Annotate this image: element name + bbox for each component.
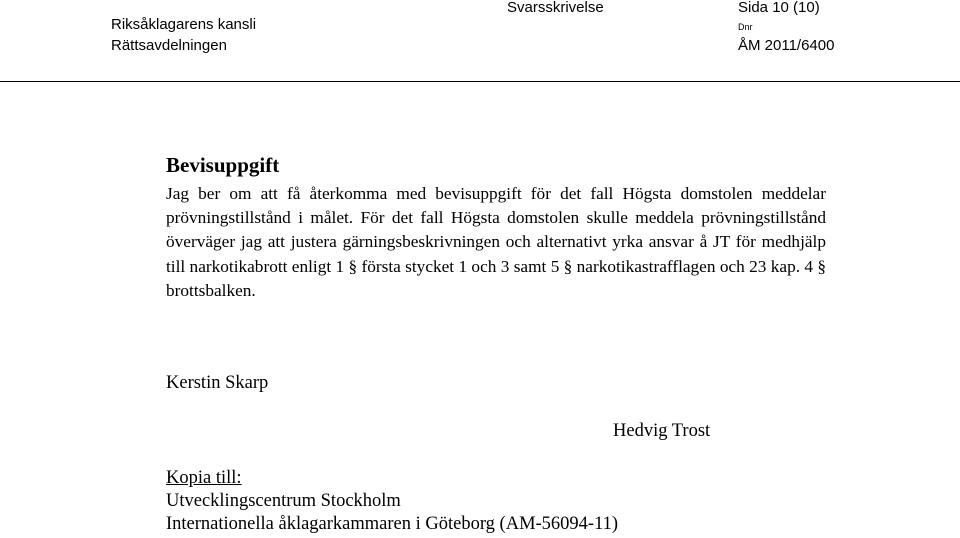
dnr-value: ÅM 2011/6400	[738, 37, 835, 54]
department-name: Rättsavdelningen	[111, 37, 227, 54]
copy-recipient: Utvecklingscentrum Stockholm	[166, 491, 401, 511]
section-heading: Bevisuppgift	[166, 153, 280, 177]
copy-label: Kopia till:	[166, 468, 242, 488]
section-paragraph: Jag ber om att få återkomma med bevisuppgift för det fall Högsta domstolen meddelar prövningstillstånd i målet. För det fall Högsta domstolen skulle meddela prövningstillstånd överväger jag att justera gärningsbeskrivningen och alternativt yrka ansvar å JT för medhjälp till narkotikabrott enligt 1 § första stycket 1 och 3 samt 5 § narkotikastrafflagen och 23 kap. 4 § brottsbalken.	[166, 184, 826, 300]
document-type: Svarsskrivelse	[507, 0, 604, 16]
page-number: Sida 10 (10)	[738, 0, 820, 16]
org-name: Riksåklagarens kansli	[111, 16, 257, 33]
signature-first: Kerstin Skarp	[166, 373, 269, 393]
dnr-label: Dnr	[738, 22, 753, 32]
header-divider	[0, 81, 960, 82]
signature-second: Hedvig Trost	[613, 421, 711, 441]
copy-recipient: Internationella åklagarkammaren i Göteborg (AM-56094-11)	[166, 514, 619, 534]
